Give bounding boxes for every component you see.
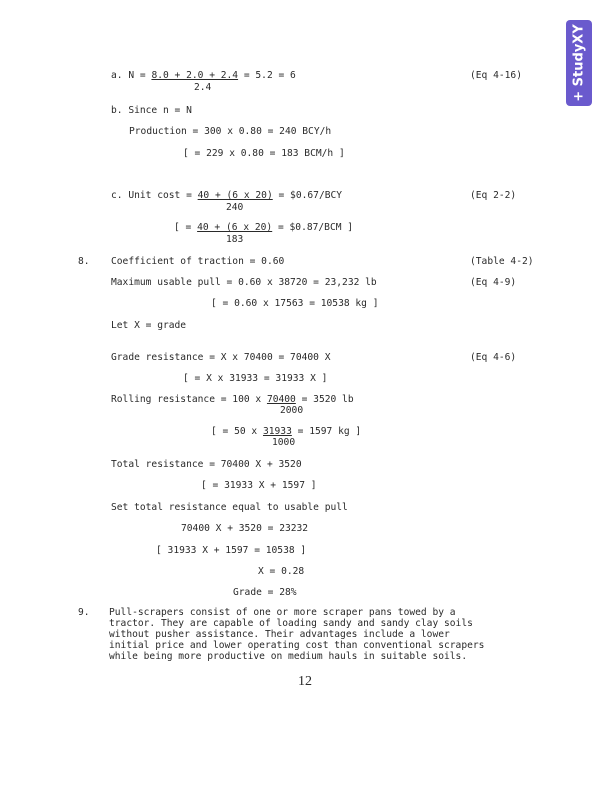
rr2-denominator: 1000	[272, 437, 296, 448]
a-post: = 5.2 = 6	[238, 70, 296, 81]
line-8a: Coefficient of traction = 0.60	[111, 256, 285, 267]
c-denominator: 240	[226, 202, 244, 213]
c-post: = $0.67/BCY	[272, 190, 343, 201]
ref-eq-4-9: (Eq 4-9)	[470, 277, 517, 288]
line-8e: Grade resistance = X x 70400 = 70400 X	[111, 352, 331, 363]
line-rolling-resistance	[111, 394, 354, 405]
line-total-resistance-metric: [ = 31933 X + 1597 ]	[201, 480, 317, 491]
line-8b: Maximum usable pull = 0.60 x 38720 = 23,232 lb	[111, 277, 377, 288]
line-8f: [ = X x 31933 = 31933 X ]	[183, 373, 328, 384]
line-c2	[174, 222, 353, 233]
a-pre: a. N =	[111, 70, 152, 81]
ref-table-4-2: (Table 4-2)	[470, 256, 534, 267]
line-grade-result: Grade = 28%	[233, 587, 297, 598]
para-9-line-3: without pusher assistance. Their advantages include a lower	[109, 629, 450, 640]
studyxy-logo	[566, 20, 592, 106]
item-number-9: 9.	[78, 607, 90, 618]
c2-pre: [ =	[174, 222, 198, 233]
item-number-8: 8.	[78, 256, 90, 267]
line-equation-2: [ 31933 X + 1597 = 10538 ]	[156, 545, 307, 556]
rr-numerator: 70400	[266, 394, 296, 405]
para-9-line-2: tractor. They are capable of loading sandy and sandy clay soils	[109, 618, 473, 629]
rr2-post: = 1597 kg ]	[291, 426, 362, 437]
ref-eq-2-2: (Eq 2-2)	[470, 190, 517, 201]
rr-denominator: 2000	[280, 405, 304, 416]
page-number: 12	[298, 674, 312, 689]
line-b3: [ = 229 x 0.80 = 183 BCM/h ]	[183, 148, 345, 159]
a-denominator: 2.4	[194, 82, 212, 93]
c2-denominator: 183	[226, 234, 244, 245]
para-9-line-4: initial price and lower operating cost than conventional scrapers	[109, 640, 485, 651]
line-b2: Production = 300 x 0.80 = 240 BCY/h	[129, 126, 332, 137]
line-8d: Let X = grade	[111, 320, 187, 331]
c-pre: c. Unit cost =	[111, 190, 198, 201]
para-9-line-5: while being more productive on medium hauls in suitable soils.	[109, 651, 468, 662]
rr-pre: Rolling resistance = 100 x	[111, 394, 267, 405]
rr2-numerator: 31933	[262, 426, 292, 437]
brand-text: + StudyXY	[571, 24, 587, 102]
line-equation-1: 70400 X + 3520 = 23232	[181, 523, 309, 534]
line-c	[111, 190, 342, 201]
line-total-resistance: Total resistance = 70400 X + 3520	[111, 459, 302, 470]
para-9-line-1: Pull-scrapers consist of one or more scraper pans towed by a	[109, 607, 456, 618]
ref-eq-4-6: (Eq 4-6)	[470, 352, 517, 363]
line-b1: b. Since n = N	[111, 105, 192, 116]
ref-eq-4-16: (Eq 4-16)	[470, 70, 522, 81]
rr2-pre: [ = 50 x	[211, 426, 263, 437]
line-a	[111, 70, 296, 81]
c2-post: = $0.87/BCM ]	[272, 222, 354, 233]
c2-numerator: 40 + (6 x 20)	[197, 222, 273, 233]
c-numerator: 40 + (6 x 20)	[197, 190, 273, 201]
line-x-result: X = 0.28	[258, 566, 305, 577]
rr-post: = 3520 lb	[295, 394, 354, 405]
a-numerator: 8.0 + 2.0 + 2.4	[151, 70, 239, 81]
line-rolling-resistance-metric	[211, 426, 361, 437]
line-set-equal: Set total resistance equal to usable pull	[111, 502, 348, 513]
line-8c: [ = 0.60 x 17563 = 10538 kg ]	[211, 298, 379, 309]
